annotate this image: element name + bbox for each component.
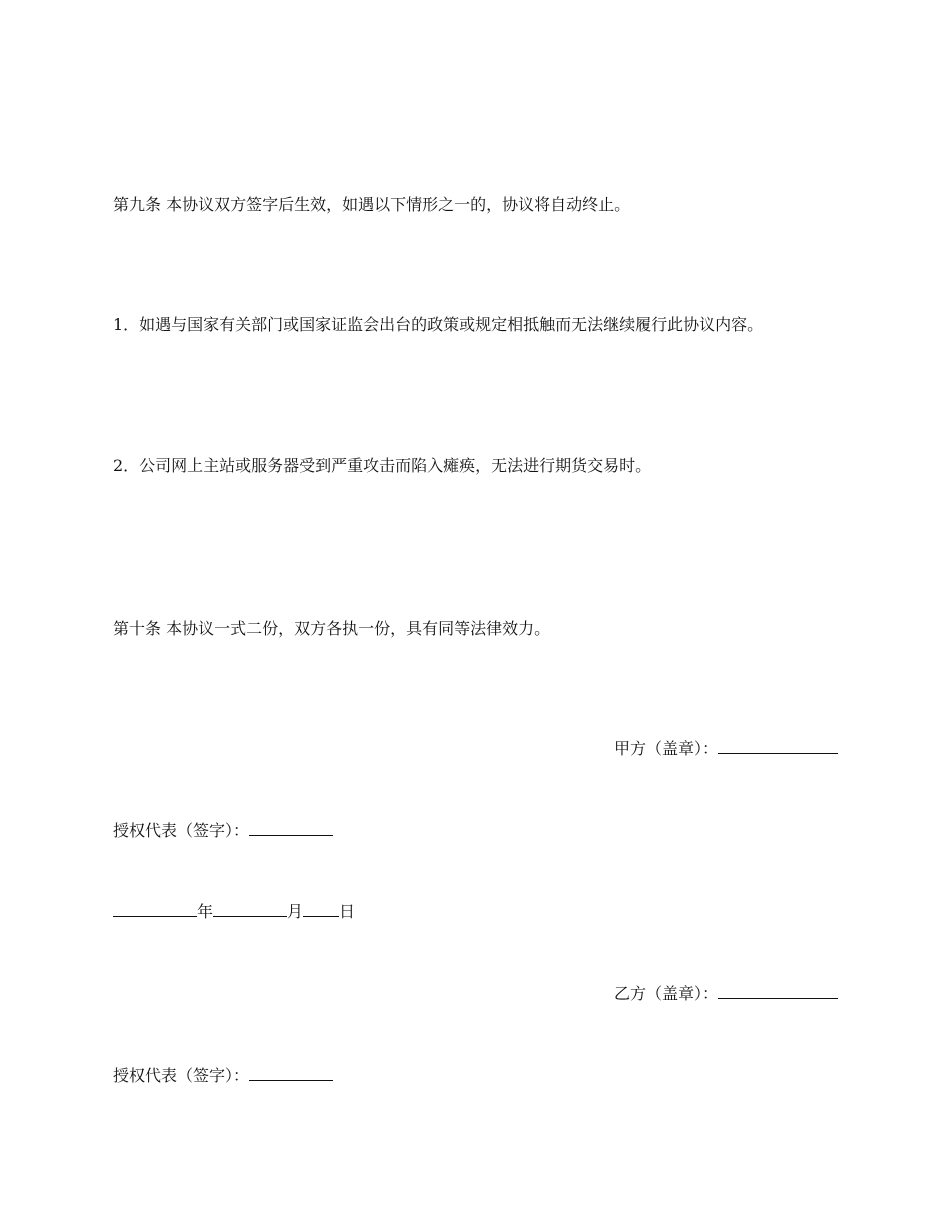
article-10-paragraph — [113, 618, 833, 640]
article-9-text: 第九条 本协议双方签字后生效，如遇以下情形之一的，协议将自动终止。 — [113, 195, 631, 214]
clause-1-paragraph — [113, 314, 833, 336]
article-9-paragraph — [113, 194, 833, 216]
year-blank[interactable] — [113, 900, 197, 917]
party-a-label: 甲方（盖章）： — [613, 739, 718, 758]
date-line — [113, 900, 355, 923]
rep-b-label: 授权代表（签字）： — [113, 1066, 250, 1085]
day-blank[interactable] — [303, 900, 339, 917]
rep-b-signature-line — [113, 1064, 333, 1087]
month-blank[interactable] — [213, 900, 287, 917]
party-b-seal-blank[interactable] — [718, 982, 838, 999]
article-10-text: 第十条 本协议一式二份，双方各执一份，具有同等法律效力。 — [113, 619, 551, 638]
year-label: 年 — [197, 902, 214, 921]
rep-a-signature-line — [113, 819, 333, 842]
party-b-seal-line — [614, 982, 838, 1005]
clause-2-paragraph — [113, 455, 833, 477]
party-a-seal-line — [614, 737, 838, 760]
party-b-label: 乙方（盖章）： — [613, 984, 718, 1003]
rep-b-signature-blank[interactable] — [249, 1064, 333, 1081]
day-label: 日 — [339, 902, 356, 921]
clause-2-text: 2．公司网上主站或服务器受到严重攻击而陷入瘫痪，无法进行期货交易时。 — [113, 456, 652, 475]
month-label: 月 — [287, 902, 304, 921]
rep-a-signature-blank[interactable] — [249, 819, 333, 836]
clause-1-text: 1．如遇与国家有关部门或国家证监会出台的政策或规定相抵触而无法继续履行此协议内容。 — [113, 315, 764, 334]
party-a-seal-blank[interactable] — [718, 737, 838, 754]
rep-a-label: 授权代表（签字）： — [113, 821, 250, 840]
